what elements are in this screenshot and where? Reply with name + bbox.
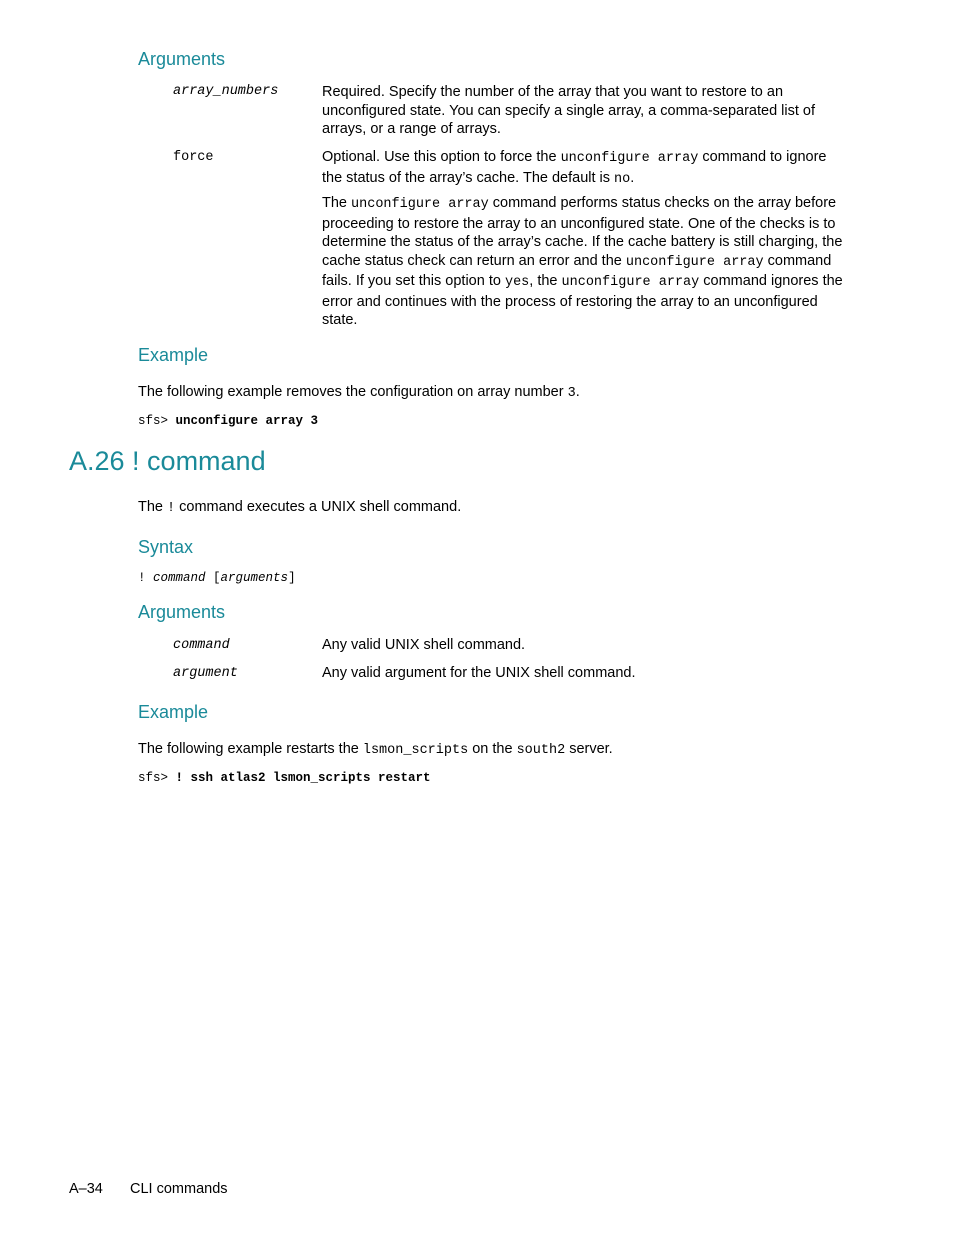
footer-page-number: A–34 <box>69 1181 103 1197</box>
arg-term-argument: argument <box>173 666 238 681</box>
code-prompt-2: sfs> <box>138 771 176 785</box>
code-prompt: sfs> <box>138 414 176 428</box>
section-intro: The ! command executes a UNIX shell command. <box>138 499 462 516</box>
arg-desc-array-numbers: Required. Specify the number of the array that you want to restore to an unconfigured state. You can specify a single array, a comma-separated list of arrays, or a range of arrays. <box>322 84 816 137</box>
arg-term-command: command <box>173 638 230 653</box>
arg-desc-argument: Any valid argument for the UNIX shell command. <box>322 665 636 681</box>
example-heading: Example <box>138 345 209 365</box>
footer-label: CLI commands <box>130 1181 228 1197</box>
arg-desc-force-p2: The unconfigure array command performs status checks on the array before proceeding to restore the array to an unconfigured state. One of the checks is to determine the status of the array’s cache. If the cache battery is still charging, the cache status check can return an error and the unconfigure array command fails. If you set this option to yes, the unconfigure array command ignores the error and continues with the process of restoring the array to an unconfigured state. <box>322 195 843 328</box>
arg-term-force: force <box>173 150 214 165</box>
example-code <box>138 412 318 431</box>
arg-desc-force-p1: Optional. Use this option to force the unconfigure array command to ignore the status of the array’s cache. The default is no. <box>322 149 827 187</box>
section-title: A.26 ! command <box>69 446 266 476</box>
syntax-heading: Syntax <box>138 537 194 557</box>
example-heading-2: Example <box>138 702 209 722</box>
syntax-line: ! command [arguments] <box>138 571 296 585</box>
arg-term-array-numbers: array_numbers <box>173 84 279 99</box>
arg-desc-command: Any valid UNIX shell command. <box>322 637 526 653</box>
code-command-2: ! ssh atlas2 lsmon_scripts restart <box>175 771 431 785</box>
example-text-2: The following example restarts the lsmon_scripts on the south2 server. <box>138 741 613 758</box>
code-command: unconfigure array 3 <box>175 414 319 428</box>
arguments-heading-2: Arguments <box>138 602 226 622</box>
example-text: The following example removes the configuration on array number 3. <box>138 384 580 401</box>
example-code-2 <box>138 769 431 788</box>
arguments-heading: Arguments <box>138 49 226 69</box>
